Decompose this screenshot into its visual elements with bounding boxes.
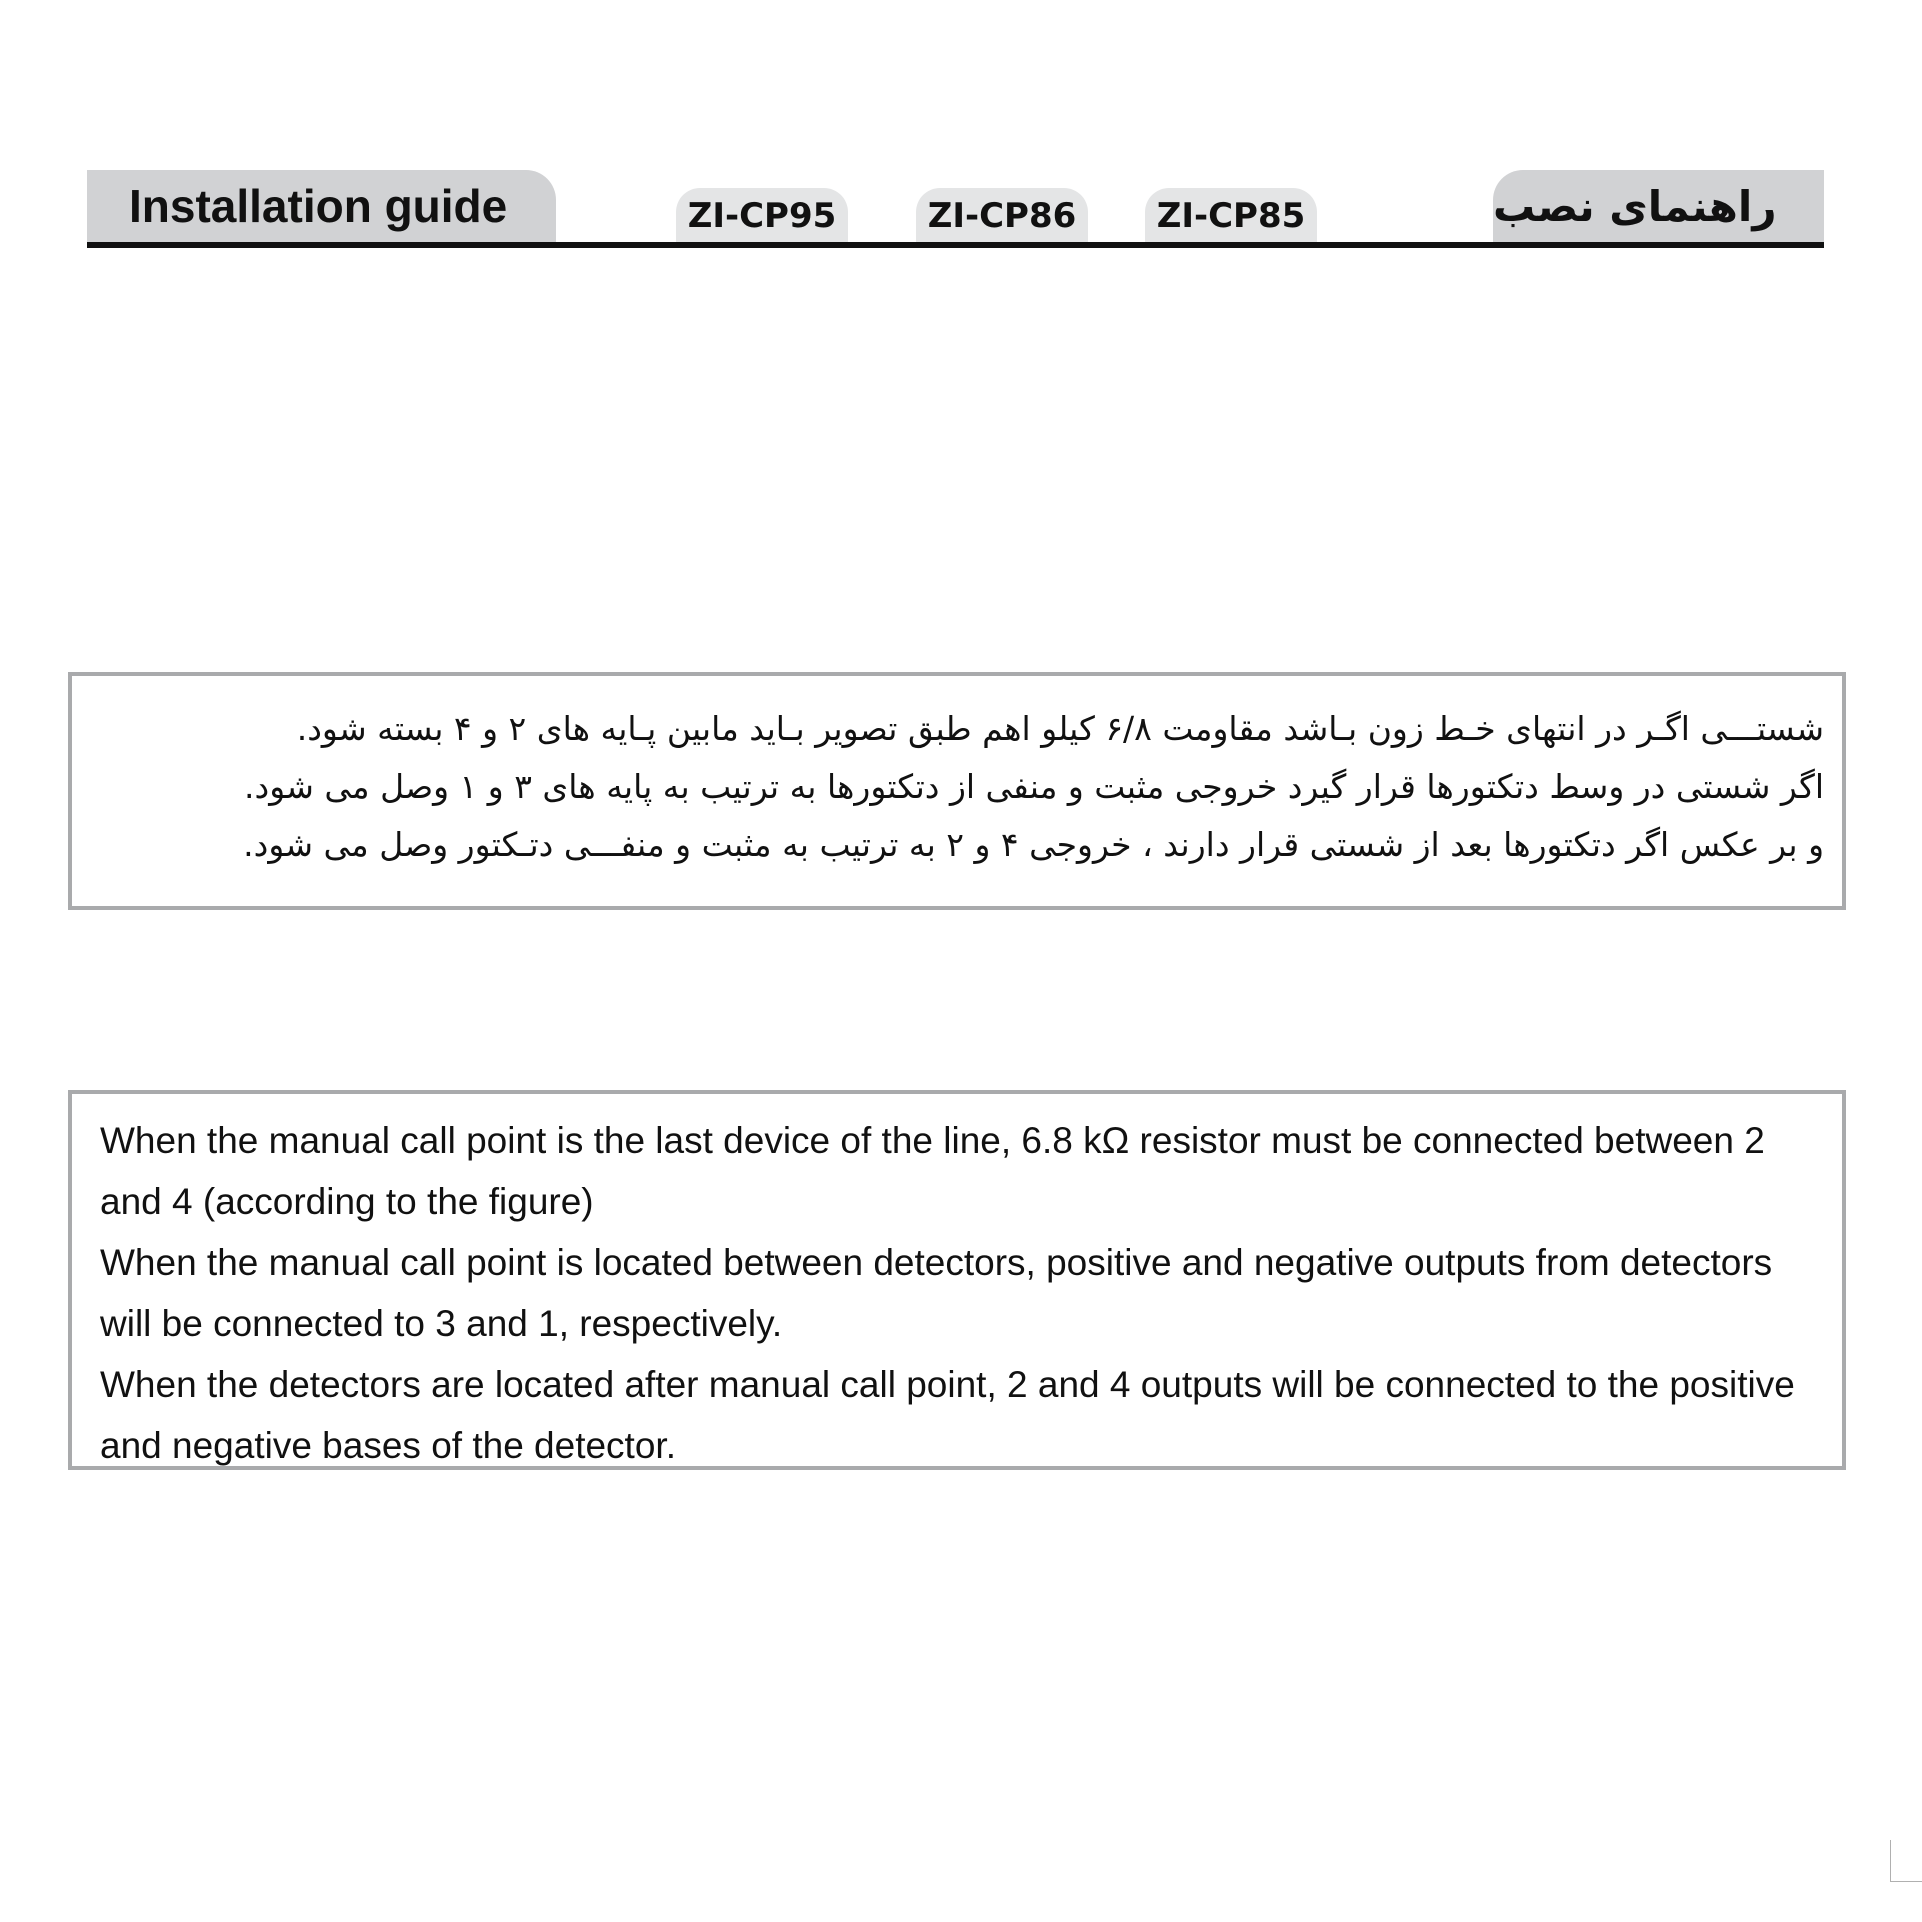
english-instructions-box	[68, 1090, 1846, 1470]
english-instruction-paragraph-3: When the detectors are located after manual call point, 2 and 4 outputs will be connected to the positive and negative bases of the detector.	[100, 1364, 1795, 1466]
model-label-zi-cp95: ZI-CP95	[676, 188, 848, 244]
header-divider	[87, 242, 1824, 248]
model-label-zi-cp85: ZI-CP85	[1145, 188, 1317, 244]
page-title-persian: راهنمای نصب	[1493, 181, 1777, 231]
english-instruction-paragraph-1: When the manual call point is the last device of the line, 6.8 kΩ resistor must be connected between 2 and 4 (according to the figure)	[100, 1120, 1765, 1222]
model-label-zi-cp86: ZI-CP86	[916, 188, 1088, 244]
english-instruction-paragraph-2: When the manual call point is located between detectors, positive and negative outputs from detectors will be connected to 3 and 1, respectively.	[100, 1242, 1773, 1344]
persian-instruction-line-2: اگر شستی در وسط دتکتورها قرار گیرد خروجی مثبت و منفی از دتکتورها به ترتیب به پایه های ۳ و ۱ وصل می شود.	[244, 767, 1824, 806]
title-tab-english	[87, 170, 556, 242]
page-title-english: Installation guide	[129, 180, 508, 232]
persian-instructions-box	[68, 672, 1846, 910]
crop-mark	[1890, 1840, 1922, 1882]
persian-instruction-line-1: شستـــی اگـر در انتهای خـط زون بـاشد مقاومت ۶/۸ کیلو اهم طبق تصویر بـاید مابین پـایه های ۲ و ۴ بسته شود.	[296, 709, 1824, 748]
title-tab-persian	[1493, 170, 1824, 242]
persian-instruction-line-3: و بر عکس اگر دتکتورها بعد از شستی قرار دارند ، خروجی ۴ و ۲ به ترتیب به مثبت و منفـــی دتـکتور وصل می شود.	[243, 825, 1824, 864]
